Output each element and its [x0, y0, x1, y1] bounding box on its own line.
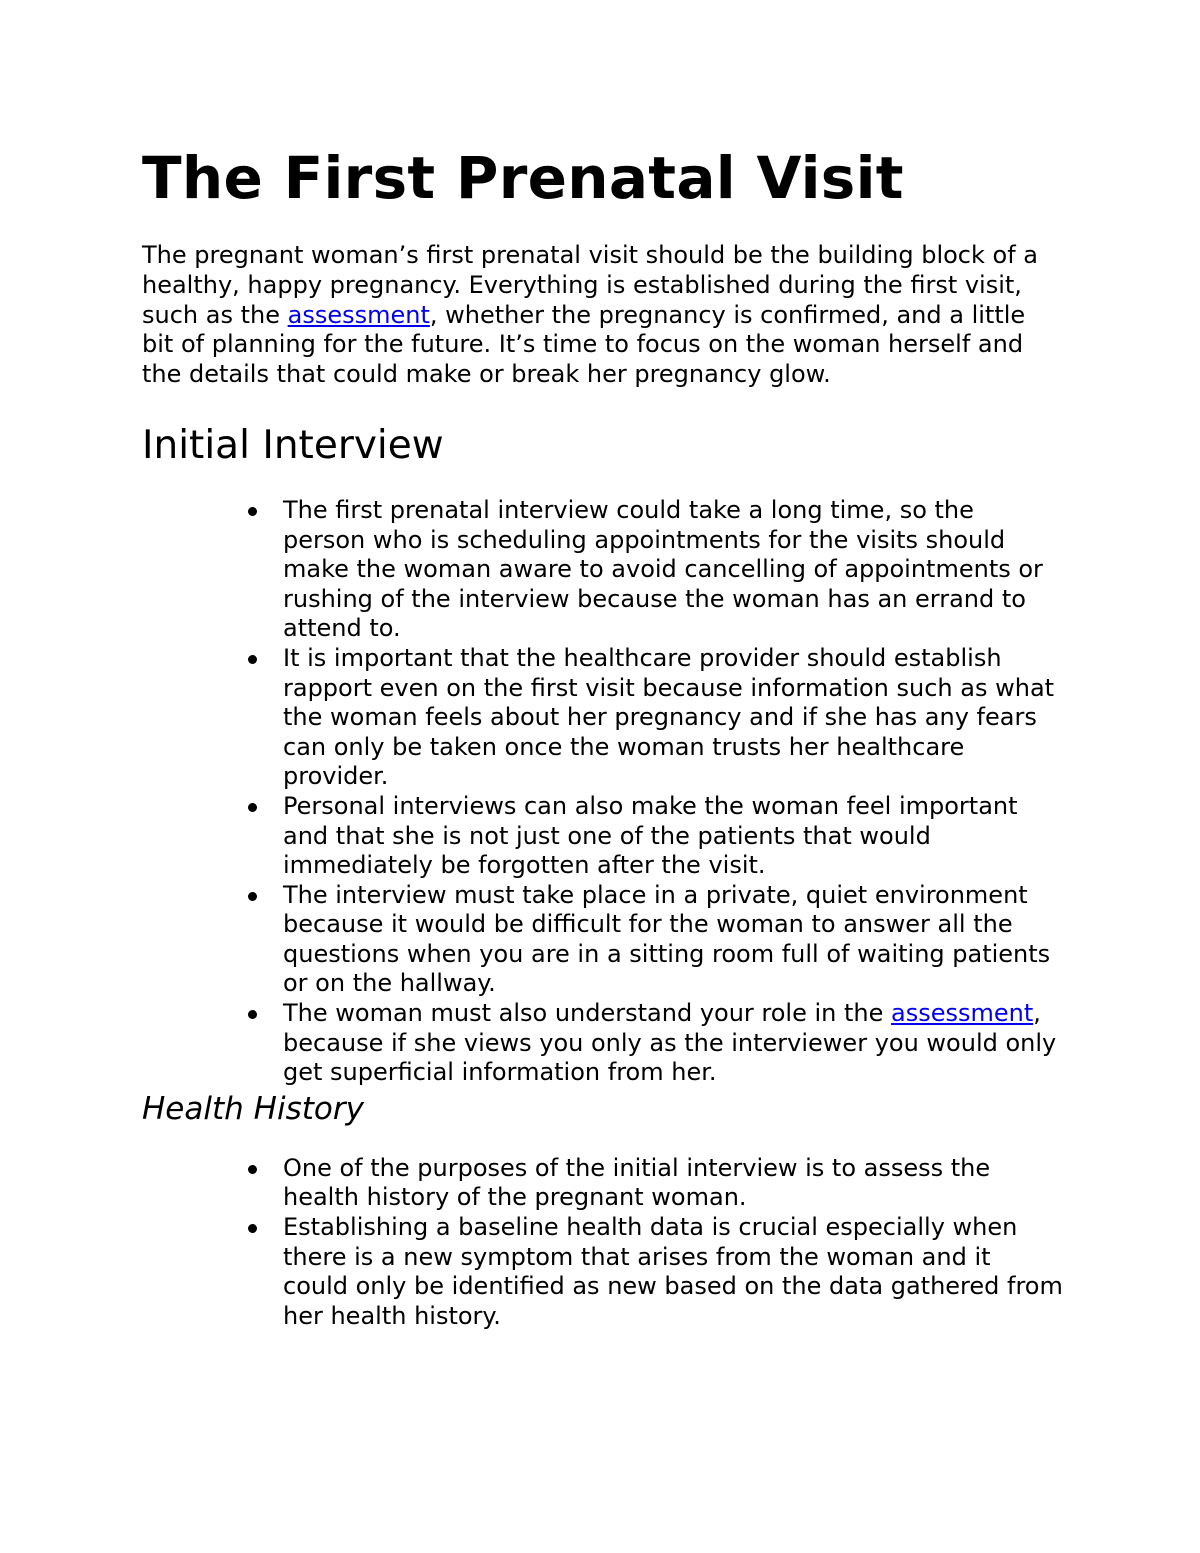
- bullet-icon: [248, 1224, 257, 1233]
- bullet-icon: [248, 507, 257, 516]
- list-item-text: The first prenatal interview could take a long time, so the person who is scheduling appointments for the visits should make the woman aware to avoid cancelling of appointments or rushing of the interview because the woman has an errand to attend to.: [283, 495, 1043, 643]
- initial-interview-list: [142, 496, 1062, 1088]
- list-item-text-end: , because if she views you only as the interviewer you would only get superficial information from her.: [283, 999, 1057, 1087]
- bullet-icon: [248, 892, 257, 901]
- bullet-icon: [248, 1165, 257, 1174]
- list-item: [142, 496, 1063, 644]
- health-history-list: [142, 1154, 1062, 1332]
- list-item-text: It is important that the healthcare provider should establish rapport even on the first visit because information such as what the woman feels about her pregnancy and if she has any fears can only be taken once the woman trusts her healthcare provider.: [283, 643, 1055, 791]
- list-item: [142, 1213, 1063, 1331]
- health-history-heading: Health History: [142, 1090, 364, 1127]
- bullet-icon: [248, 1010, 257, 1019]
- document-page: [142, 140, 1062, 1331]
- list-item: [142, 881, 1063, 999]
- bullet-icon: [248, 803, 257, 812]
- list-item: [142, 644, 1063, 792]
- document-title: The First Prenatal Visit: [142, 144, 904, 212]
- intro-text-start: The pregnant woman’s first prenatal visit should be the building block of a healthy, happy pregnancy. Everything is established during the first visit, such as the: [142, 241, 1038, 329]
- list-item-text-start: The woman must also understand your role in the: [283, 999, 892, 1028]
- list-item: [142, 792, 1063, 881]
- list-item: [142, 999, 1063, 1088]
- assessment-link[interactable]: assessment: [891, 999, 1034, 1028]
- list-item: [142, 1154, 1063, 1213]
- list-item-text: Establishing a baseline health data is crucial especially when there is a new symptom that arises from the woman and it could only be identified as new based on the data gathered from her health history.: [283, 1213, 1063, 1330]
- list-item-text: The interview must take place in a private, quiet environment because it would be difficult for the woman to answer all the questions when you are in a sitting room full of waiting patients or on the hallway.: [283, 880, 1051, 998]
- list-item-text: One of the purposes of the initial interview is to assess the health history of the pregnant woman.: [283, 1153, 991, 1212]
- list-item-text: Personal interviews can also make the woman feel important and that she is not just one of the patients that would immediately be forgotten after the visit.: [283, 791, 1018, 880]
- bullet-icon: [248, 655, 257, 664]
- initial-interview-heading: Initial Interview: [142, 422, 444, 468]
- intro-paragraph: [142, 241, 1042, 390]
- assessment-link[interactable]: assessment: [287, 300, 430, 329]
- intro-text-end: , whether the pregnancy is confirmed, and a little bit of planning for the future. It’s time to focus on the woman herself and the details that could make or break her pregnancy glow.: [142, 300, 1026, 389]
